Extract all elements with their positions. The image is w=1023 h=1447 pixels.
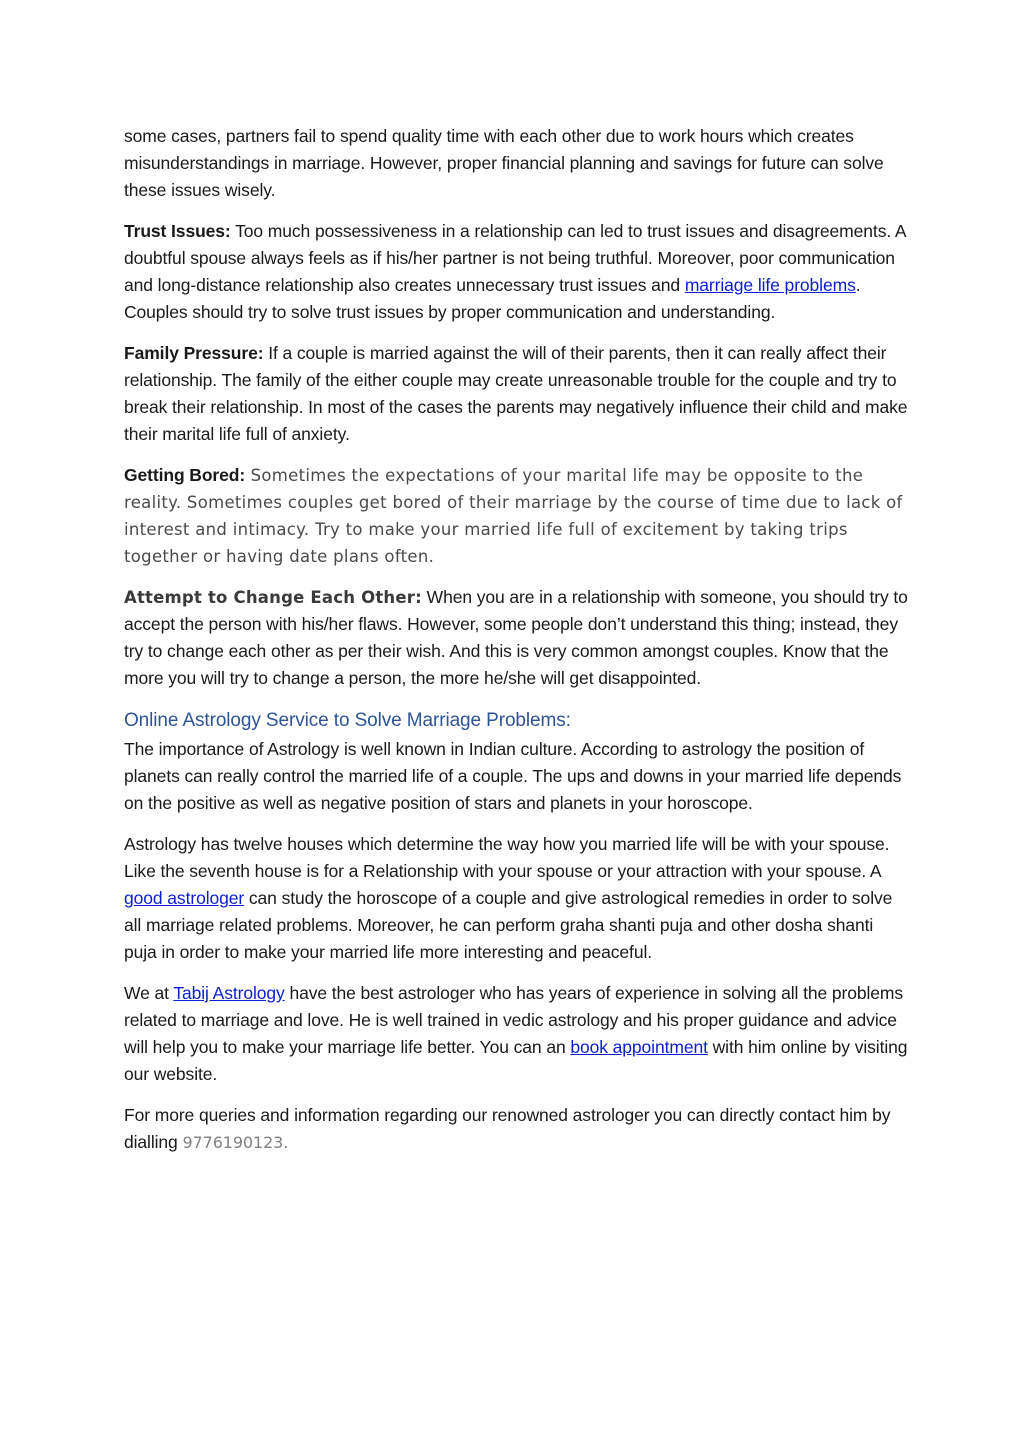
trust-issues-text-end: . Couples should try to solve trust issues by proper communication and understanding.: [124, 275, 861, 322]
paragraph-intro: [124, 123, 909, 204]
good-astrologer-link[interactable]: good astrologer: [124, 888, 245, 908]
document-page: [124, 123, 909, 1170]
paragraph-houses: [124, 831, 909, 966]
marriage-life-problems-link[interactable]: marriage life problems: [684, 275, 856, 295]
we-at-text: We at: [124, 983, 174, 1003]
houses-text: Astrology has twelve houses which determine the way how you married life will be with your spouse. Like the seventh house is for a Relationship with your spouse or your attraction with your spouse. A: [124, 834, 890, 881]
houses-text-end: can study the horoscope of a couple and give astrological remedies in order to solve all marriage related problems. Moreover, he can perform graha shanti puja and other dosha shanti puja in order to make your married life more interesting and peaceful.: [124, 888, 893, 962]
attempt-change-text: When you are in a relationship with someone, you should try to accept the person with his/her flaws. However, some people don’t understand this thing; instead, they try to change each other as per their wish. And this is very common amongst couples. Know that the more you will try to change a person, the more he/she will get disappointed.: [124, 587, 908, 688]
paragraph-importance: [124, 736, 909, 817]
contact-text: For more queries and information regarding our renowned astrologer you can directly contact him by dialling: [124, 1105, 891, 1152]
importance-text: The importance of Astrology is well known in Indian culture. According to astrology the position of planets can really control the married life of a couple. The ups and downs in your married life depends on the positive as well as negative position of stars and planets in your horoscope.: [124, 739, 902, 813]
trust-issues-label: Trust Issues:: [124, 221, 231, 241]
paragraph-attempt-change: [124, 584, 909, 692]
we-at-text-end: with him online by visiting our website.: [124, 1037, 908, 1084]
family-pressure-text: If a couple is married against the will of their parents, then it can really affect their relationship. The family of the either couple may create unreasonable trouble for the couple and try to break their relationship. In most of the cases the parents may negatively influence their child and make their marital life full of anxiety.: [124, 343, 908, 444]
getting-bored-text: Sometimes the expectations of your marital life may be opposite to the reality. Sometimes couples get bored of their marriage by the course of time due to lack of interest and intimacy. Try to make your married life full of excitement by taking trips together or having date plans often.: [124, 466, 903, 566]
tabij-astrology-link[interactable]: Tabij Astrology: [173, 983, 285, 1003]
paragraph-intro-text: some cases, partners fail to spend quality time with each other due to work hours which creates misunderstandings in marriage. However, proper financial planning and savings for future can solve these issues wisely.: [124, 126, 884, 200]
book-appointment-link[interactable]: book appointment: [570, 1037, 708, 1057]
family-pressure-label: Family Pressure:: [124, 343, 264, 363]
paragraph-getting-bored: [124, 462, 909, 570]
paragraph-trust-issues: [124, 218, 909, 326]
paragraph-family-pressure: [124, 340, 909, 448]
getting-bored-label: Getting Bored:: [124, 465, 246, 485]
trust-issues-text: Too much possessiveness in a relationship can led to trust issues and disagreements. A doubtful spouse always feels as if his/her partner is not being truthful. Moreover, poor communication and long-distance relationship also creates unnecessary trust issues and: [124, 221, 906, 295]
section-heading: Online Astrology Service to Solve Marriage Problems:: [124, 710, 571, 731]
phone-number: 9776190123.: [182, 1133, 289, 1152]
we-at-text-middle: have the best astrologer who has years of experience in solving all the problems related to marriage and love. He is well trained in vedic astrology and his proper guidance and advice will help you to make your marriage life better. You can an: [124, 983, 904, 1057]
paragraph-we-at: [124, 980, 909, 1088]
paragraph-contact: [124, 1102, 909, 1156]
attempt-change-label: Attempt to Change Each Other:: [124, 588, 422, 607]
